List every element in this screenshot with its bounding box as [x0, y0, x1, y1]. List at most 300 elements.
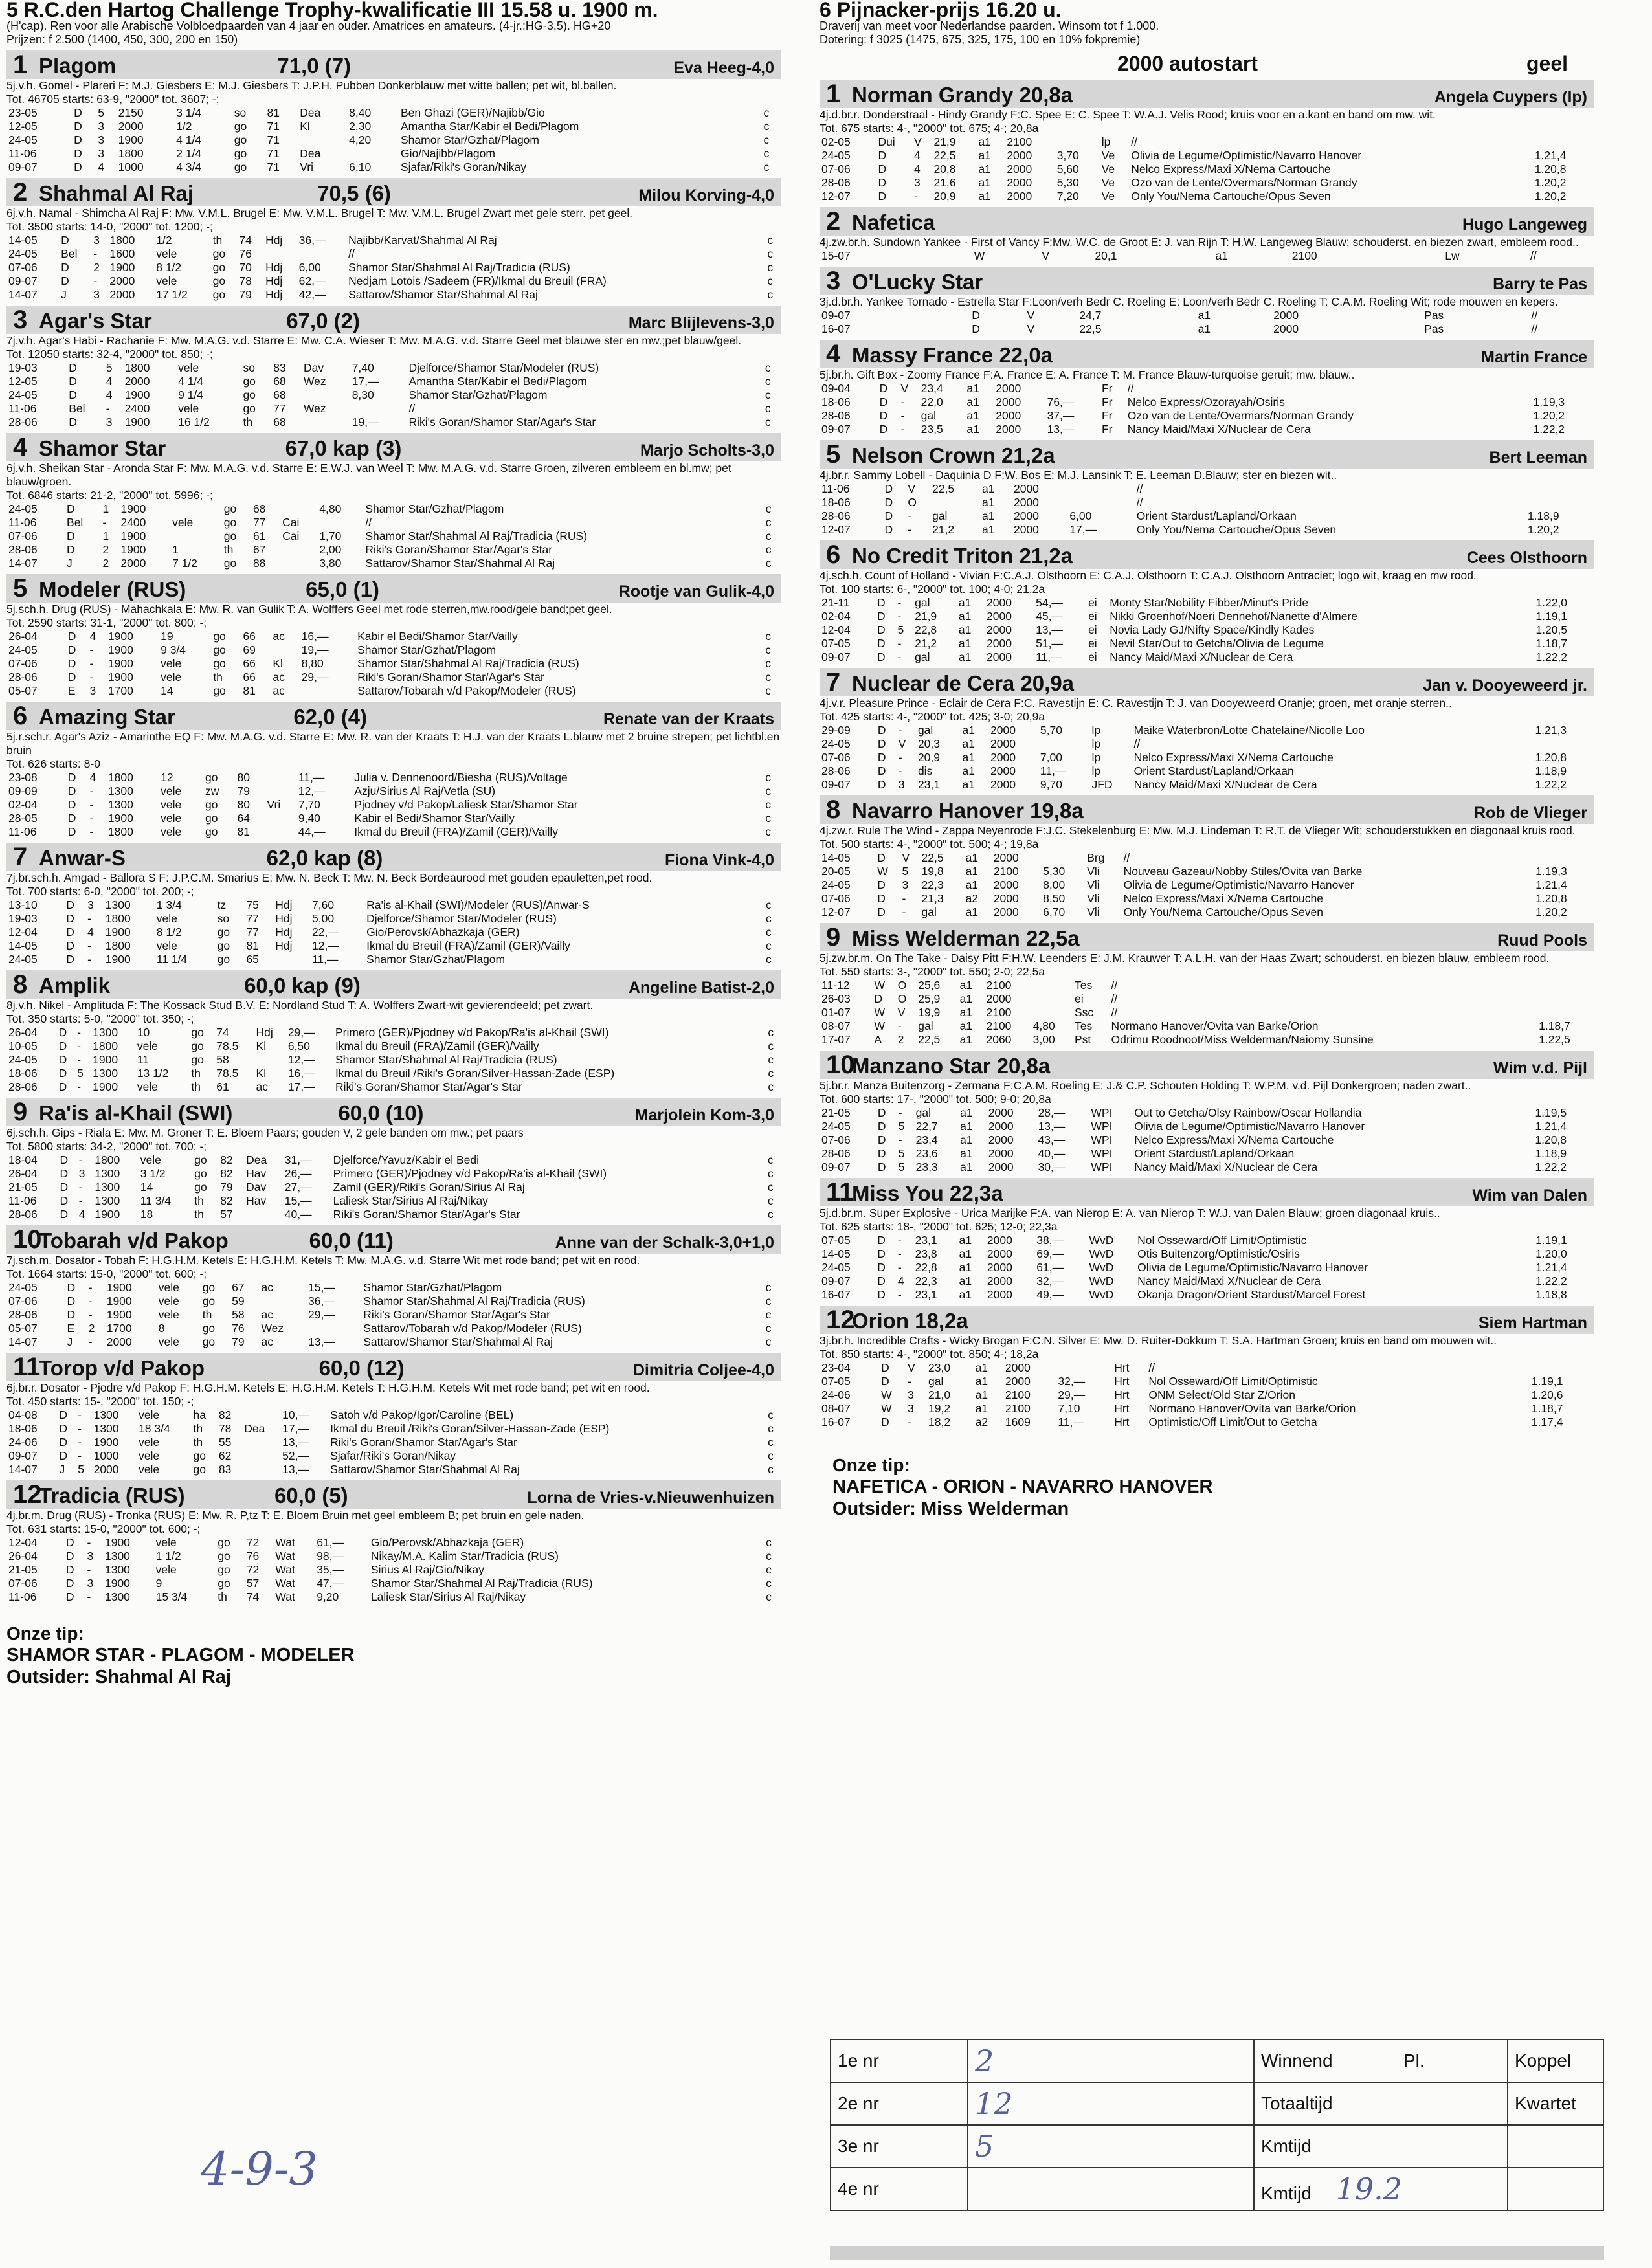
result-cell: 78: [218, 1422, 232, 1435]
result-cell: 09-04: [821, 382, 851, 395]
horse-results-table: [820, 1361, 1594, 1429]
horse-name: Navarro Hanover 19,8a: [852, 799, 1084, 823]
result-cell: 2100: [986, 979, 1012, 992]
result-cell: [1038, 737, 1090, 751]
result-cell: WPI: [1091, 1147, 1113, 1160]
result-cell: D: [878, 176, 887, 189]
result-cell: 74: [246, 1590, 260, 1603]
result-cell: 07-05: [821, 1375, 851, 1388]
result-cell: [273, 953, 310, 966]
result-cell: 76,—: [1047, 395, 1075, 408]
result-cell: -: [88, 1295, 93, 1307]
result-cell: 07-06: [8, 1295, 38, 1307]
ticket-entry[interactable]: [968, 2082, 1254, 2125]
horse-entry: [6, 574, 781, 698]
result-cell: [1537, 992, 1594, 1006]
result-cell: 09-07: [821, 650, 851, 663]
horse-results-table: [6, 361, 781, 429]
result-row: [6, 1408, 781, 1422]
result-cell: a1: [1198, 322, 1211, 335]
result-row: [6, 1167, 781, 1181]
result-cell: vele: [161, 812, 182, 825]
horse-entry: [6, 970, 781, 1094]
result-cell: D: [69, 416, 77, 428]
result-cell: D: [67, 1295, 76, 1307]
result-cell: 4: [106, 375, 113, 388]
ticket-entry[interactable]: [968, 2040, 1254, 2082]
result-cell: 22,—: [312, 926, 339, 939]
result-cell: 5,30: [1043, 865, 1066, 878]
horse-totals: Tot. 700 starts: 6-0, "2000" tot. 200; -;: [6, 885, 194, 898]
result-cell: 1000: [118, 161, 144, 173]
horse-name: No Credit Triton 21,2a: [852, 544, 1073, 568]
result-cell: 2000: [1013, 509, 1039, 522]
ticket-row: [831, 2168, 1603, 2210]
result-cell: 2000: [987, 1234, 1012, 1247]
result-cell: th: [218, 1590, 227, 1603]
result-cell: [265, 825, 296, 839]
result-row: [6, 1295, 781, 1308]
horse-number: 11: [13, 1353, 41, 1381]
result-cell: -: [898, 751, 902, 764]
result-cell: 79: [239, 288, 252, 301]
result-cell: 11,—: [1036, 650, 1062, 663]
result-cell: D: [877, 724, 886, 737]
result-cell: vele: [161, 798, 182, 811]
result-cell: tz: [217, 898, 227, 911]
result-cell: 24-05: [821, 878, 851, 891]
result-row: [820, 764, 1594, 778]
result-cell: Otis Buitenzorg/Optimistic/Osiris: [1137, 1247, 1300, 1260]
result-cell: [280, 543, 317, 557]
result-cell: Shamor Star/Gzhat/Plagom: [365, 502, 504, 515]
horse-results-table: [6, 771, 781, 839]
result-cell: D: [58, 1040, 67, 1052]
result-cell: 15 3/4: [155, 1590, 188, 1603]
result-row: [6, 771, 781, 784]
horse-driver: Jan v. Dooyeweerd jr.: [1423, 676, 1587, 695]
horse-driver: Siem Hartman: [1478, 1314, 1587, 1332]
horse-results-table: [820, 851, 1594, 919]
result-cell: 09-07: [8, 1449, 38, 1462]
result-cell: [350, 402, 407, 416]
result-cell: Nevil Star/Out to Getcha/Olivia de Legume: [1110, 637, 1324, 650]
result-cell: [1425, 249, 1443, 263]
result-cell: Dui: [878, 135, 895, 148]
result-cell: c: [766, 1536, 772, 1549]
ticket-pos: 3e nr: [831, 2125, 968, 2168]
result-cell: Hav: [246, 1194, 267, 1207]
result-cell: Monty Star/Nobility Fibber/Minut's Pride: [1110, 596, 1309, 609]
result-cell: 2000: [993, 851, 1019, 864]
result-cell: go: [212, 274, 226, 287]
result-cell: 82: [218, 1408, 232, 1421]
result-cell: 15-07: [821, 249, 851, 262]
result-row: [6, 898, 781, 912]
result-cell: 11 3/4: [140, 1194, 172, 1207]
result-row: [820, 737, 1594, 751]
result-cell: 11-06: [8, 825, 37, 838]
result-cell: -: [914, 190, 918, 203]
result-cell: 23,4: [921, 382, 943, 395]
result-cell: 2000: [993, 892, 1019, 905]
result-row: [6, 812, 781, 825]
result-cell: //: [1136, 482, 1143, 495]
result-cell: 2000: [990, 724, 1016, 737]
result-cell: go: [194, 1153, 207, 1166]
result-cell: 17,—: [282, 1422, 309, 1435]
result-cell: Ben Ghazi (GER)/Najibb/Gio: [401, 106, 545, 119]
result-cell: -: [897, 1247, 902, 1260]
result-cell: [1127, 509, 1135, 523]
result-cell: 20,1: [1095, 249, 1117, 262]
horse-totals: Tot. 100 starts: 6-, "2000" tot. 100; 4-0; 21,2a: [820, 583, 1045, 595]
horse-results-table: [820, 309, 1594, 336]
ticket-row: [831, 2082, 1603, 2125]
result-cell: 2150: [118, 106, 144, 119]
result-row: [6, 1463, 781, 1476]
result-cell: Nancy Maid/Maxi X/Nuclear de Cera: [1133, 778, 1317, 791]
result-cell: 11,—: [1058, 1416, 1084, 1429]
result-cell: 12-07: [821, 906, 851, 918]
horse-number: 2: [13, 178, 28, 206]
horse-description: 6j.br.r. Dosator - Pjodre v/d Pakop F: H.G.H.M. Ketels E: H.G.H.M. Ketels T: H.G.H.M. Ketels Wit met rode band; pet wit en rood.: [6, 1381, 650, 1394]
horse-driver: Eva Heeg-4,0: [673, 59, 774, 77]
result-cell: 12,—: [312, 939, 339, 952]
result-cell: -: [902, 892, 906, 905]
result-row: [820, 395, 1594, 409]
result-row: [6, 375, 781, 388]
result-cell: D: [881, 1375, 889, 1388]
result-cell: c: [767, 234, 774, 247]
result-row: [6, 1550, 781, 1563]
result-cell: 28-06: [8, 1208, 38, 1221]
result-cell: c: [765, 361, 771, 374]
result-cell: a1: [962, 778, 975, 791]
result-cell: 21,3: [921, 892, 944, 905]
result-row: [820, 610, 1594, 623]
result-cell: [1031, 979, 1073, 992]
result-cell: 19,—: [301, 643, 329, 656]
result-cell: go: [223, 516, 237, 529]
result-row: [6, 1536, 781, 1550]
result-cell: V: [902, 851, 910, 864]
result-cell: 45,—: [1036, 610, 1063, 623]
result-cell: 17 1/2: [156, 288, 188, 301]
horse-driver: Anne van der Schalk-3,0+1,0: [555, 1234, 774, 1252]
result-cell: Djelforce/Shamor Star/Modeler (RUS): [366, 912, 557, 925]
result-cell: 7,40: [352, 361, 374, 374]
result-cell: 28-06: [821, 176, 851, 189]
result-cell: go: [212, 247, 226, 260]
result-row: [6, 1422, 781, 1436]
result-cell: D: [59, 1449, 68, 1462]
result-cell: vele: [158, 1295, 179, 1307]
result-cell: //: [1133, 737, 1141, 750]
result-cell: Hrt: [1114, 1361, 1130, 1374]
result-cell: 1.21,3: [1535, 724, 1567, 737]
result-cell: a1: [959, 1261, 972, 1274]
right-race-color: geel: [1526, 52, 1568, 75]
result-cell: [300, 684, 355, 698]
result-cell: Wat: [275, 1536, 295, 1549]
result-cell: O: [908, 496, 917, 509]
result-row: [6, 274, 781, 288]
result-cell: -: [897, 650, 902, 663]
result-cell: Vli: [1087, 878, 1100, 891]
result-cell: Shamor Star/Shahmal Al Raj/Tradicia (RUS): [365, 529, 588, 542]
horse-results-table: [6, 1026, 781, 1094]
result-cell: D: [66, 953, 74, 966]
result-cell: -: [900, 423, 905, 436]
result-cell: go: [223, 502, 237, 515]
horse-driver: Marjo Scholts-3,0: [640, 441, 774, 460]
horse-name: Miss Welderman 22,5a: [852, 926, 1080, 950]
horse-header-bar: [6, 178, 781, 206]
result-cell: 81: [243, 684, 256, 697]
result-cell: D: [67, 529, 75, 542]
result-cell: 1900: [118, 133, 144, 146]
result-cell: th: [194, 1208, 204, 1221]
result-cell: 67: [232, 1281, 245, 1294]
result-cell: go: [243, 375, 256, 388]
result-cell: D: [60, 1153, 69, 1166]
result-cell: Riki's Goran/Shamor Star/Agar's Star: [335, 1080, 522, 1093]
result-cell: 28-06: [821, 409, 851, 422]
result-cell: Nancy Maid/Maxi X/Nuclear de Cera: [1110, 650, 1293, 663]
result-cell: 3: [898, 778, 905, 791]
result-cell: //: [1111, 979, 1118, 992]
result-cell: 8: [158, 1322, 165, 1335]
result-cell: D: [67, 1308, 76, 1321]
result-cell: 2000: [988, 1120, 1014, 1133]
result-cell: 1609: [1005, 1416, 1031, 1429]
horse-name: Amazing Star: [39, 705, 175, 729]
result-cell: -: [898, 724, 902, 737]
result-cell: 07-06: [821, 751, 851, 764]
result-cell: Riki's Goran/Shamor Star/Agar's Star: [365, 543, 553, 556]
horse-header-bar: [820, 540, 1594, 569]
result-cell: vele: [139, 1463, 160, 1476]
result-cell: 74: [216, 1026, 229, 1039]
result-cell: 22,5: [921, 851, 944, 864]
result-cell: 2000: [1007, 176, 1032, 189]
result-row: [820, 724, 1594, 737]
result-row: [6, 106, 781, 120]
horse-driver: Marc Blijlevens-3,0: [628, 314, 774, 332]
result-cell: 3: [98, 133, 105, 146]
result-cell: c: [763, 106, 770, 119]
horse-driver: Barry te Pas: [1493, 275, 1587, 293]
horse-driver: Rob de Vlieger: [1473, 804, 1587, 822]
result-cell: 2000: [996, 382, 1021, 395]
ticket-row: [831, 2040, 1603, 2082]
result-cell: Wat: [275, 1550, 295, 1562]
result-cell: Nedjam Lotois /Sadeem (FR)/Ikmal du Breuil (FRA): [348, 274, 607, 287]
result-cell: 4 1/4: [178, 375, 204, 388]
result-cell: 1/2: [156, 234, 172, 247]
left-outsider: Outsider: Shahmal Al Raj: [6, 1667, 231, 1687]
result-cell: 7,60: [312, 898, 335, 911]
result-row: [6, 288, 781, 302]
result-cell: 14-07: [8, 557, 38, 570]
result-cell: Vli: [1087, 865, 1100, 878]
horse-number: 2: [826, 207, 841, 236]
result-cell: D: [67, 657, 76, 670]
result-cell: 68: [273, 416, 286, 428]
result-row: [6, 402, 781, 416]
result-row: [6, 388, 781, 402]
result-cell: c: [765, 812, 772, 825]
horse-number: 4: [826, 340, 841, 368]
result-cell: 29,—: [287, 1026, 315, 1039]
result-cell: Hdj: [275, 912, 293, 925]
result-cell: gal: [918, 1019, 933, 1032]
right-horse-list: [820, 80, 1594, 1429]
result-cell: 1.18,9: [1535, 1147, 1567, 1160]
result-cell: go: [191, 1026, 204, 1039]
result-cell: 72: [246, 1536, 260, 1549]
horse-totals: Tot. 6846 starts: 21-2, "2000" tot. 5996; -;: [6, 489, 213, 502]
result-cell: Bel: [67, 516, 84, 529]
result-cell: 1.19,1: [1531, 1375, 1563, 1388]
result-cell: go: [202, 1322, 216, 1335]
result-cell: go: [205, 771, 218, 784]
result-cell: 77: [246, 912, 259, 925]
result-cell: 23,1: [915, 1288, 937, 1301]
result-cell: 3,00: [1032, 1033, 1055, 1046]
result-cell: 28-06: [8, 543, 38, 556]
result-cell: 4: [914, 149, 921, 162]
result-cell: D: [876, 623, 886, 636]
horse-totals: Tot. 675 starts: 4-, "2000" tot. 675; 4-; 20,8a: [820, 122, 1039, 135]
ticket-entry[interactable]: [968, 2125, 1254, 2168]
result-cell: 9: [155, 1577, 162, 1590]
result-cell: 1.20,8: [1535, 751, 1567, 764]
result-cell: 2000: [993, 878, 1019, 891]
result-cell: 3,80: [319, 557, 342, 570]
result-cell: Hrt: [1114, 1416, 1130, 1429]
result-cell: J: [67, 1335, 73, 1348]
result-cell: 26-04: [8, 1167, 38, 1180]
result-cell: [1045, 382, 1100, 395]
result-cell: c: [765, 926, 772, 939]
result-cell: 8 1/2: [156, 261, 182, 274]
result-row: [820, 1147, 1594, 1161]
result-row: [6, 630, 781, 643]
result-row: [6, 1067, 781, 1080]
ticket-entry[interactable]: [968, 2168, 1254, 2210]
result-cell: a1: [959, 1033, 973, 1046]
result-row: [820, 176, 1594, 190]
result-cell: 17,—: [1069, 523, 1097, 536]
result-cell: lp: [1091, 724, 1101, 737]
result-cell: [1537, 979, 1594, 992]
result-cell: a1: [975, 1375, 988, 1388]
result-cell: 2000: [1007, 162, 1032, 175]
result-cell: 1800: [95, 1153, 120, 1166]
result-row: [6, 926, 781, 939]
result-cell: 5: [898, 1147, 905, 1160]
result-cell: 6,50: [287, 1040, 310, 1052]
result-cell: [242, 1408, 280, 1422]
result-cell: -: [897, 610, 902, 623]
result-cell: Wat: [275, 1590, 295, 1603]
ticket-label: Winnend: [1254, 2040, 1397, 2082]
result-cell: 15,—: [307, 1281, 335, 1294]
result-cell: //: [1530, 249, 1537, 262]
left-race-conditions: (H'cap). Ren voor alle Arabische Volbloedpaarden van 4 jaar en ouder. Amatrices en amateurs. (4-jr.:HG-3,5). HG+20: [6, 19, 611, 32]
result-cell: 44,—: [298, 825, 326, 838]
result-cell: 26-04: [8, 1550, 38, 1562]
result-cell: 23-05: [8, 106, 38, 119]
result-cell: -: [77, 1026, 81, 1039]
result-cell: 18-06: [8, 1422, 38, 1435]
result-cell: a1: [960, 1120, 973, 1133]
result-row: [820, 423, 1594, 436]
result-row: [6, 1040, 781, 1053]
result-cell: Riki's Goran/Shamor Star/Agar's Star: [363, 1308, 550, 1321]
result-cell: 12: [161, 771, 173, 784]
result-cell: Riki's Goran/Shamor Star/Agar's Star: [333, 1208, 520, 1221]
result-cell: D: [74, 106, 82, 119]
result-cell: a1: [982, 523, 995, 536]
result-cell: V: [1027, 322, 1035, 335]
result-cell: A: [874, 1033, 882, 1046]
result-cell: D: [877, 1147, 886, 1160]
result-cell: 08-07: [821, 1402, 851, 1415]
horse-weight: 67,0 (2): [286, 309, 360, 333]
result-cell: D: [59, 1422, 68, 1435]
result-cell: 30,—: [1038, 1161, 1066, 1173]
result-cell: 7,10: [1058, 1402, 1080, 1415]
ticket-label-text: Kmtijd: [1261, 2183, 1312, 2203]
result-cell: 6,10: [349, 161, 372, 173]
result-row: [6, 147, 781, 161]
result-row: [6, 657, 781, 671]
horse-header-bar: [820, 1178, 1594, 1206]
result-cell: [1031, 992, 1073, 1006]
result-cell: D: [879, 409, 888, 422]
result-cell: th: [191, 1080, 201, 1093]
result-cell: //: [1136, 496, 1143, 509]
result-cell: a1: [958, 623, 972, 636]
result-cell: go: [234, 133, 247, 146]
horse-description: 5j.zw.br.m. On The Take - Daisy Pitt F:H.W. Leenders E: J.M. Krauwer T: A.L.H. van der Haas Zwart; schouderst. en biezen blauw, embleem rood.: [820, 951, 1550, 964]
result-cell: 18-06: [821, 395, 851, 408]
result-cell: c: [768, 1026, 774, 1039]
result-cell: 22,5: [1079, 322, 1102, 335]
result-cell: 76: [239, 247, 252, 260]
result-cell: a1: [960, 1147, 973, 1160]
result-cell: [259, 1295, 306, 1308]
ticket-pos: 1e nr: [831, 2040, 968, 2082]
result-cell: [280, 557, 317, 570]
horse-name: Anwar-S: [39, 846, 126, 870]
result-cell: so: [217, 912, 230, 925]
result-cell: 23,3: [915, 1161, 938, 1173]
result-cell: Nelco Express/Maxi X/Nema Cartouche: [1134, 1133, 1334, 1146]
result-cell: 12-05: [8, 375, 38, 388]
result-row: [820, 751, 1594, 764]
result-cell: //: [1123, 851, 1130, 864]
result-cell: D: [67, 643, 76, 656]
result-cell: [1031, 1006, 1073, 1019]
result-cell: 1 3/4: [156, 898, 182, 911]
result-cell: 32,—: [1036, 1274, 1064, 1287]
result-row: [820, 322, 1594, 336]
result-cell: go: [205, 798, 218, 811]
